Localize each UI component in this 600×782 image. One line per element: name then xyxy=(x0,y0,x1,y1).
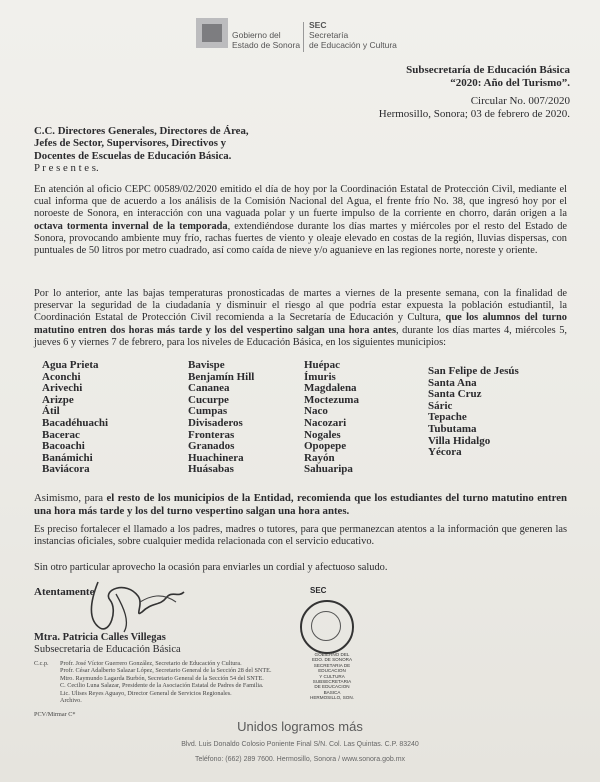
municipality-item: Huásabas xyxy=(188,463,234,476)
paragraph-3 xyxy=(34,492,567,517)
seal-title: SEC xyxy=(310,586,327,595)
sec-abbr: SEC xyxy=(309,20,327,30)
municipality-item: Arivechi xyxy=(42,382,83,395)
paragraph-5: Sin otro particular aprovecho la ocasión para enviarles un cordial y afectuoso saludo. xyxy=(34,562,388,573)
municipality-item: Sahuaripa xyxy=(304,463,353,476)
municipality-item: Aconchi xyxy=(42,370,81,383)
government-label xyxy=(232,30,300,50)
subsecretaria-block xyxy=(270,64,570,89)
seal-line: SUBSECRETARIA xyxy=(312,679,352,685)
official-seal-icon xyxy=(300,600,354,654)
sec-line1: Secretaría xyxy=(309,30,349,40)
municipality-item: Ímuris xyxy=(304,370,336,383)
municipality-item: Huachinera xyxy=(188,451,244,464)
footer-address: Blvd. Luis Donaldo Colosio Poniente Final S/N. Col. Las Quintas. C.P. 83240 xyxy=(181,741,419,748)
municipality-item: Huépac xyxy=(304,359,341,371)
municipality-item: Nacozari xyxy=(304,416,347,429)
seal-line: DE EDUCACION xyxy=(314,684,350,690)
ccp-line: Archivo. xyxy=(60,697,82,705)
municipality-item: Granados xyxy=(188,440,235,453)
seal-line: BASICA xyxy=(323,689,341,695)
municipality-column-4 xyxy=(428,366,519,459)
municipality-item: Cucurpe xyxy=(188,393,229,406)
ccp-line: Profr. César Adalberto Salazar López, Secretario General de la Sección 28 del SNTE. xyxy=(60,667,272,675)
p1-text-c: , extendiéndose durante los días martes y miércoles por el resto del Estado de Sonora, provocando ambiente muy frío, rachas fuertes de viento y oleaje elevado en costas de la región, lluvias dispersas, con puntuales de 50 litros por metro cuadrado, así como caída de nieve y/o aguanieve en las regiones norte, noreste y oriente. xyxy=(34,220,568,257)
municipality-item: Bacadéhuachi xyxy=(42,416,109,429)
municipality-item: Yécora xyxy=(428,446,462,459)
municipality-item: Tepache xyxy=(428,411,467,424)
municipality-item: Naco xyxy=(304,405,328,418)
paragraph-2 xyxy=(34,288,567,349)
seal-line: Y CULTURA xyxy=(319,673,345,679)
atentamente: Atentamente xyxy=(34,586,95,598)
municipality-item: Villa Hidalgo xyxy=(428,434,491,447)
year-motto: “2020: Año del Turismo”. xyxy=(450,76,570,89)
p1-highlight: octava tormenta invernal de la temporada xyxy=(34,220,228,232)
municipality-column-3 xyxy=(304,360,359,476)
municipality-item: Átil xyxy=(42,405,60,418)
paragraph-1 xyxy=(34,184,567,257)
municipality-item: Bacoachi xyxy=(42,440,85,453)
sec-line2: de Educación y Cultura xyxy=(309,40,397,50)
municipality-item: Santa Cruz xyxy=(428,388,482,401)
municipality-item: San Felipe de Jesús xyxy=(428,365,519,377)
municipality-item: Banámichi xyxy=(42,451,93,464)
ccp-line: Mtro. Raymundo Lagarda Burbón, Secretario General de la Sección 54 del SNTE. xyxy=(60,674,264,682)
addressee-line2: Jefes de Sector, Supervisores, Directivos y xyxy=(34,137,227,150)
municipality-item: Santa Ana xyxy=(428,376,477,389)
municipality-item: Agua Prieta xyxy=(42,359,99,371)
gov-line2: Estado de Sonora xyxy=(232,40,301,50)
signer-block xyxy=(34,632,181,656)
seal-text xyxy=(302,652,362,701)
circular-number: Circular No. 007/2020 xyxy=(470,95,570,107)
municipality-item: Magdalena xyxy=(304,382,357,395)
initials: PCV/Mirmar C* xyxy=(34,711,76,718)
municipality-item: Bacerac xyxy=(42,428,80,441)
seal-line: SECRETARIA DE xyxy=(313,662,351,668)
gov-line1: Gobierno del xyxy=(232,30,281,40)
seal-line: GOBIERNO DEL xyxy=(314,652,350,657)
presentes: P r e s e n t e s. xyxy=(34,162,99,175)
ccp-list xyxy=(60,660,310,704)
subsecretaria-title: Subsecretaría de Educación Básica xyxy=(406,64,570,76)
addressee-line3: Docentes de Escuelas de Educación Básica. xyxy=(34,149,232,162)
p3-text-a: Asimismo, para xyxy=(34,492,107,504)
p3-highlight: el resto de los municipios de la Entidad, recomienda que los estudiantes del turno matutino entren una hora más tarde y los del turno vespertino salgan una hora antes. xyxy=(34,492,567,517)
paragraph-4: Es preciso fortalecer el llamado a los padres, madres o tutores, para que permanezcan atentos a la información que generen las instancias oficiales, sobre cualquier medida relacionada con el servicio educativo. xyxy=(34,524,567,548)
p2-highlight: que los alumnos del turno matutino entren dos horas más tarde y los del vespertino salgan una hora antes xyxy=(34,312,568,336)
ccp-line: Lic. Ulises Reyes Aguayo, Director General de Servicios Regionales. xyxy=(60,689,232,697)
municipality-item: Tubutama xyxy=(428,422,477,435)
signature-icon xyxy=(80,572,190,634)
seal-line: EDO. DE SONORA xyxy=(311,657,353,663)
municipality-item: Moctezuma xyxy=(304,393,359,406)
p2-text-c: , durante los días martes 4, miércoles 5, jueves 6 y viernes 7 de febrero, para los niveles de Educación Básica, en los siguientes municipios: xyxy=(34,324,567,348)
p1-text-a: En atención al oficio CEPC 00589/02/2020 emitido el día de hoy por la Coordinación Estatal de Protección Civil, mediante el cual informa que de acuerdo a los análisis de la Comisión Nacional del Agua, el frente frío No. 38, que ingresó hoy por el noroeste de Sonora, en interacción con una vaguada polar y un fuerte impulso de la corriente en chorro, darán origen a la xyxy=(34,184,567,220)
municipality-item: Baviácora xyxy=(42,463,90,476)
municipality-item: Cananea xyxy=(188,382,230,395)
municipality-item: Fronteras xyxy=(188,428,235,441)
municipality-item: Divisaderos xyxy=(188,416,243,429)
municipality-column-2 xyxy=(188,360,254,476)
signer-name: Mtra. Patricia Calles Villegas xyxy=(34,632,166,643)
place-date: Hermosillo, Sonora; 03 de febrero de 2020. xyxy=(378,108,570,120)
seal-line: EDUCACION xyxy=(318,668,346,674)
municipality-item: Sáric xyxy=(428,399,453,412)
municipality-item: Nogales xyxy=(304,428,341,441)
municipality-item: Arizpe xyxy=(42,393,74,406)
circular-block xyxy=(270,95,570,121)
municipality-item: Bavispe xyxy=(188,359,225,371)
ccp-label: C.c.p. xyxy=(34,660,49,667)
addressees xyxy=(34,125,334,175)
ccp-line: Profr. José Víctor Guerrero González, Secretario de Educación y Cultura. xyxy=(60,660,242,667)
signer-title: Subsecretaria de Educación Básica xyxy=(34,644,181,655)
government-logo-icon xyxy=(196,18,228,48)
ccp-line: C. Cecilio Luna Salazar, Presidente de la Asociación Estatal de Padres de Familia. xyxy=(60,682,264,690)
header-divider xyxy=(303,22,304,52)
municipality-column-1 xyxy=(42,360,108,476)
sec-label xyxy=(309,20,397,50)
p2-text-a: Por lo anterior, ante las bajas temperaturas pronosticadas de martes a viernes de la presente semana, con la finalidad de preservar la seguridad de la ciudadanía y disminuir el riesgo al que podría estar expuesta la población estudiantil, la Coordinación Estatal de Protección Civil recomienda a la Secretaría de Educación y Cultura, xyxy=(34,288,567,324)
municipality-item: Opopepe xyxy=(304,440,347,453)
municipality-item: Rayón xyxy=(304,451,335,464)
municipality-item: Cumpas xyxy=(188,405,228,418)
footer-phone: Teléfono: (662) 289 7600. Hermosillo, Sonora / www.sonora.gob.mx xyxy=(194,756,406,763)
footer-slogan: Unidos logramos más xyxy=(237,719,363,734)
addressee-line1: C.C. Directores Generales, Directores de Área, xyxy=(34,125,249,137)
municipality-item: Benjamín Hill xyxy=(188,370,255,383)
seal-line: HERMOSILLO, SON. xyxy=(310,695,354,701)
